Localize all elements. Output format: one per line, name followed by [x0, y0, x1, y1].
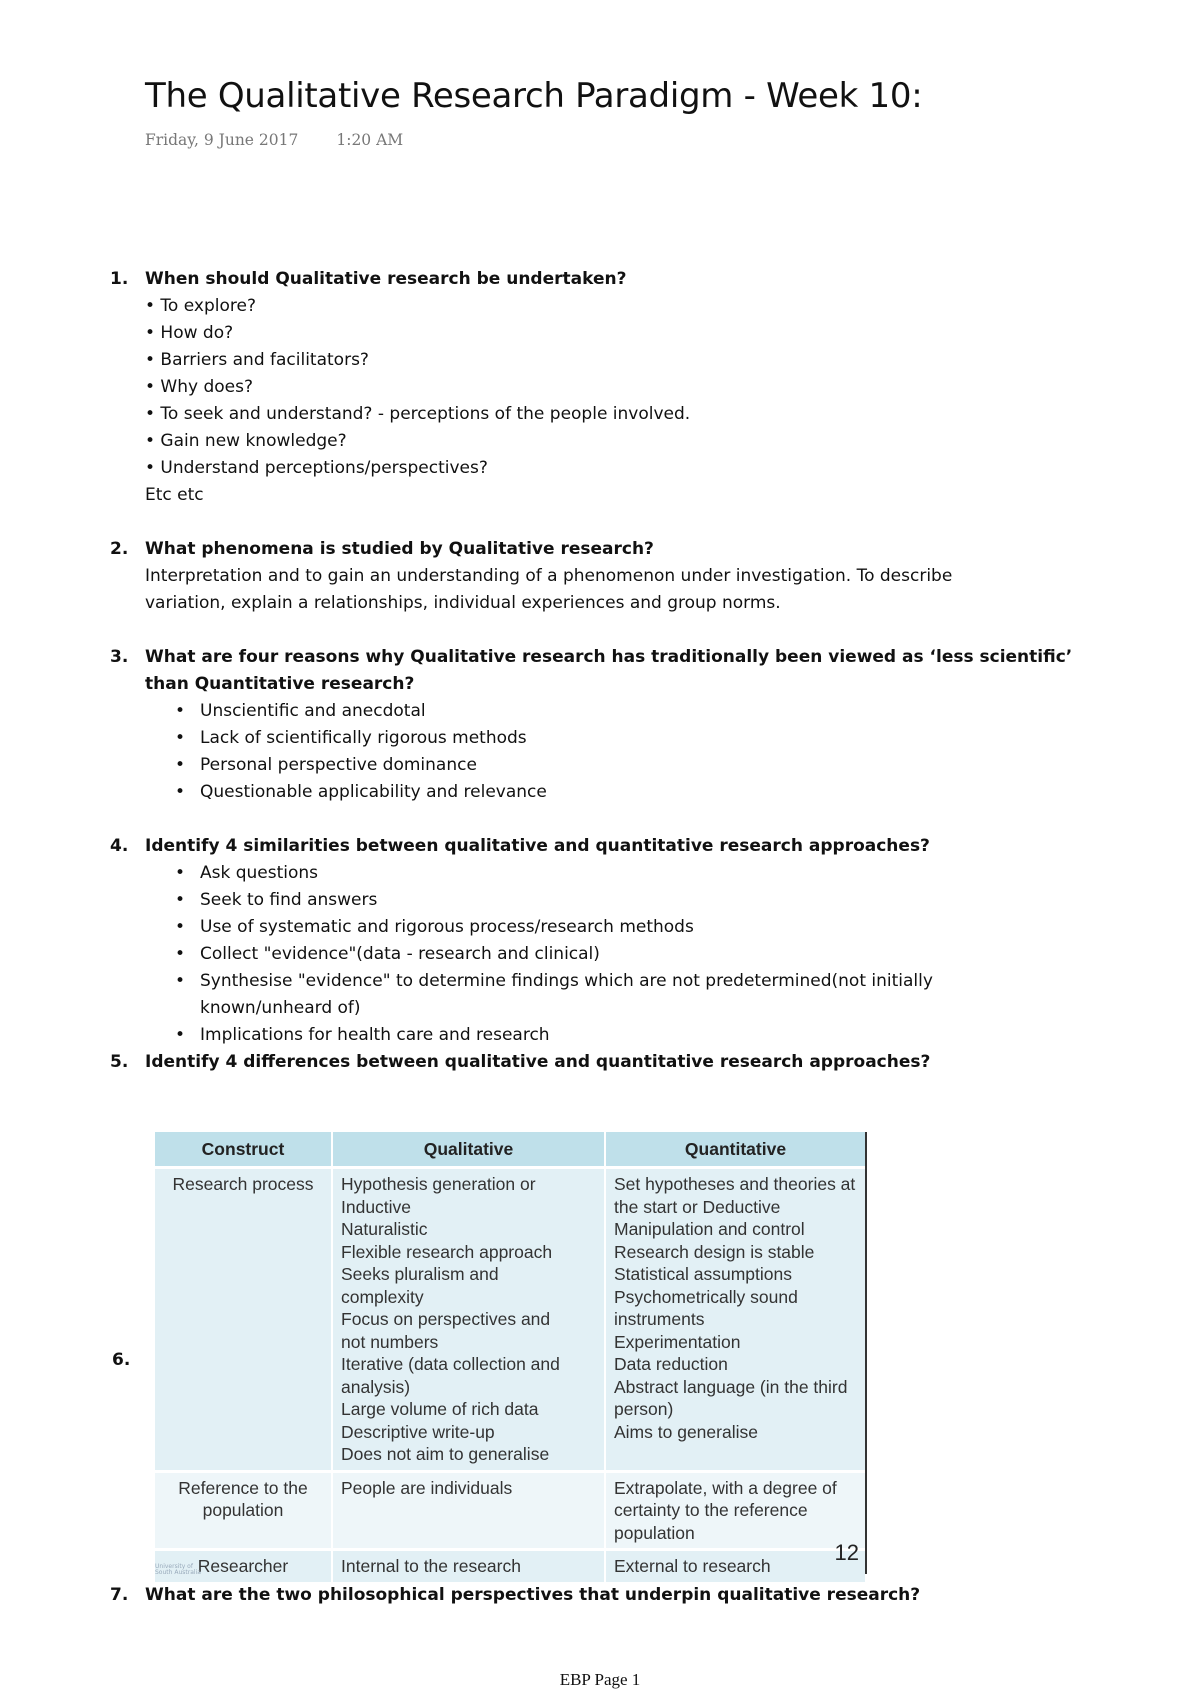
- qualitative-cell: People are individuals: [332, 1471, 605, 1550]
- table-row: [155, 1168, 866, 1472]
- bullet-item: • Questionable applicability and relevance: [175, 782, 547, 802]
- question-text: than Quantitative research?: [145, 674, 415, 694]
- university-logo: University of South Australia: [155, 1563, 201, 1576]
- question-text: What phenomena is studied by Qualitative research?: [145, 539, 654, 559]
- construct-cell: Research process: [155, 1168, 332, 1472]
- table-header-row: [155, 1132, 866, 1168]
- answer-line: • Gain new knowledge?: [145, 431, 347, 451]
- question-3: [0, 644, 1200, 806]
- bullet-item: • Lack of scientifically rigorous methods: [175, 728, 527, 748]
- bullet-item: • Implications for health care and research: [175, 1025, 550, 1045]
- answer-line: • Why does?: [145, 377, 254, 397]
- question-4: [0, 833, 1200, 1049]
- note-body: [0, 266, 1200, 1076]
- answer-line: Interpretation and to gain an understanding of a phenomenon under investigation. To describe: [145, 566, 953, 586]
- bullet-item: • Ask questions: [175, 863, 319, 883]
- question-text: Identify 4 differences between qualitative and quantitative research approaches?: [145, 1052, 931, 1072]
- table-row: [155, 1550, 866, 1582]
- slide-number: 12: [834, 1540, 859, 1565]
- page-time: 1:20 AM: [336, 131, 404, 149]
- answer-line: • Understand perceptions/perspectives?: [145, 458, 488, 478]
- page-meta: [145, 131, 403, 149]
- quantitative-cell: Set hypotheses and theories at the start or Deductive Manipulation and control Research design is stable Statistical assumptions Psychometrically sound instruments Experimentation Data reduction Abstract language (in the third person) Aims to generalise: [605, 1168, 866, 1472]
- question-number: 4.: [110, 836, 129, 856]
- bullet-continuation: known/unheard of): [200, 998, 361, 1018]
- bullet-item: • Collect "evidence"(data - research and clinical): [175, 944, 600, 964]
- table-row: [155, 1471, 866, 1550]
- header-quantitative: Quantitative: [605, 1132, 866, 1168]
- question-5: [0, 1049, 1200, 1076]
- bullet-item: • Seek to find answers: [175, 890, 378, 910]
- answer-line: variation, explain a relationships, individual experiences and group norms.: [145, 593, 781, 613]
- answer-line: • To seek and understand? - perceptions of the people involved.: [145, 404, 691, 424]
- question-number: 7.: [110, 1585, 129, 1605]
- page-footer: EBP Page 1: [559, 1670, 641, 1689]
- bullet-item: • Unscientific and anecdotal: [175, 701, 426, 721]
- header-qualitative: Qualitative: [332, 1132, 605, 1168]
- question-number: 5.: [110, 1052, 129, 1072]
- question-6-number: 6.: [112, 1350, 131, 1370]
- question-2: [0, 536, 1200, 617]
- answer-line: • How do?: [145, 323, 234, 343]
- bullet-item: • Synthesise "evidence" to determine findings which are not predetermined(not initially: [175, 971, 933, 991]
- question-number: 2.: [110, 539, 129, 559]
- qualitative-cell: Hypothesis generation or Inductive Naturalistic Flexible research approach Seeks pluralism and complexity Focus on perspectives and not numbers Iterative (data collection and analysis) Large volume of rich data Descriptive write-up Does not aim to generalise: [332, 1168, 605, 1472]
- quantitative-cell: Extrapolate, with a degree of certainty to the reference population: [605, 1471, 866, 1550]
- construct-cell: Researcher: [155, 1550, 332, 1582]
- answer-line: • To explore?: [145, 296, 256, 316]
- question-7: [0, 1582, 1200, 1609]
- question-1: [0, 266, 1200, 509]
- question-text: Identify 4 similarities between qualitative and quantitative research approaches?: [145, 836, 930, 856]
- quantitative-cell: External to research: [605, 1550, 866, 1582]
- question-number: 3.: [110, 647, 129, 667]
- page-title: The Qualitative Research Paradigm - Week 10:: [145, 76, 923, 116]
- slide-edge-divider: [865, 1132, 867, 1574]
- question-text: What are the two philosophical perspectives that underpin qualitative research?: [145, 1585, 921, 1605]
- question-text: What are four reasons why Qualitative research has traditionally been viewed as ‘less scientific’: [145, 647, 1073, 667]
- bullet-item: • Use of systematic and rigorous process/research methods: [175, 917, 694, 937]
- question-text: When should Qualitative research be undertaken?: [145, 269, 627, 289]
- construct-cell: Reference to the population: [155, 1471, 332, 1550]
- bullet-item: • Personal perspective dominance: [175, 755, 477, 775]
- comparison-table: [155, 1132, 867, 1582]
- qualitative-cell: Internal to the research: [332, 1550, 605, 1582]
- comparison-table-image: [155, 1132, 867, 1574]
- answer-line: • Barriers and facilitators?: [145, 350, 369, 370]
- page-date: Friday, 9 June 2017: [145, 131, 299, 149]
- question-number: 1.: [110, 269, 129, 289]
- answer-line: Etc etc: [145, 485, 204, 505]
- header-construct: Construct: [155, 1132, 332, 1168]
